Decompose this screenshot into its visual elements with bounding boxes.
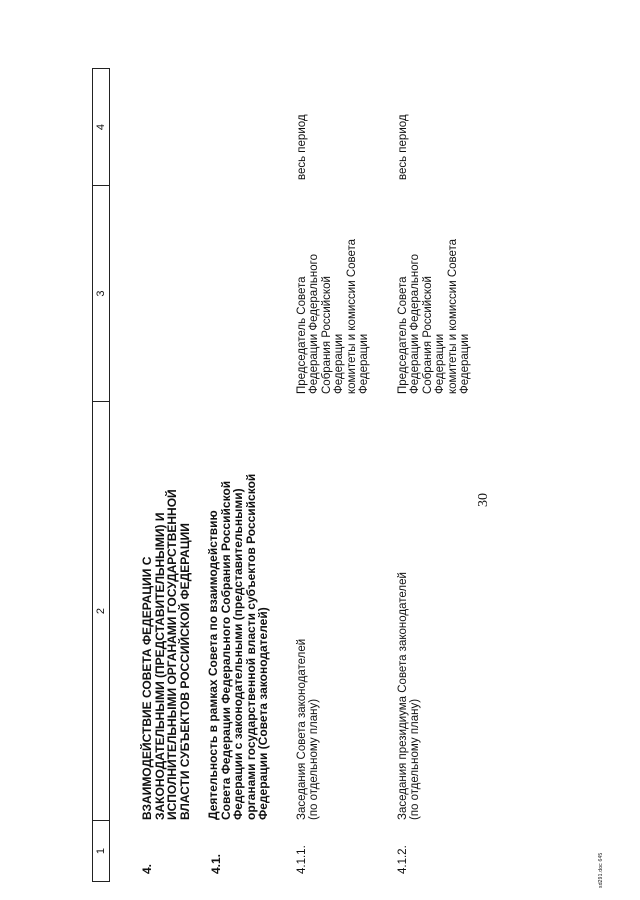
row-number: 4.1.2. xyxy=(397,845,409,874)
column-header-1: 1 xyxy=(92,820,110,882)
responsible-party: Председатель Совета Федерации Федерального Собрания Российской Федерации комитеты и комиссии Совета Федерации xyxy=(397,238,472,394)
page-number: 30 xyxy=(476,493,491,507)
section-title: ВЗАИМОДЕЙСТВИЕ СОВЕТА ФЕДЕРАЦИИ С ЗАКОНОДАТЕЛЬНЫМИ (ПРЕДСТАВИТЕЛЬНЫМИ) И ИСПОЛНИТЕЛЬНЫМИ ОРГАНАМИ ГОСУДАРСТВЕННОЙ ВЛАСТИ СУБЪЕКТОВ РОССИЙСКОЙ ФЕДЕРАЦИИ xyxy=(140,489,192,820)
row-number: 4.1. xyxy=(209,853,223,874)
subsection-title: Деятельность в рамках Совета по взаимодействию Совета Федерации Федерального Собрания Российской Федерации с законодательными (представительными) органами государственной власти субъектов Российской Федерации (Совета законодателей) xyxy=(206,473,271,820)
column-header-3: 3 xyxy=(92,185,110,402)
row-number: 4.1.1. xyxy=(296,845,308,874)
responsible-party: Председатель Совета Федерации Федерального Собрания Российской Федерации комитеты и комиссии Совета Федерации xyxy=(296,238,371,394)
column-header-4: 4 xyxy=(92,68,110,186)
event-description: Заседания президиума Совета законодателей (по отдельному плану) xyxy=(397,572,422,820)
period: весь период xyxy=(397,114,409,180)
row-number: 4. xyxy=(140,863,154,874)
period: весь период xyxy=(296,114,308,180)
column-header-2: 2 xyxy=(92,401,110,821)
footer-file-code: sd291.doc 645 xyxy=(598,852,604,888)
event-description: Заседания Совета законодателей (по отдельному плану) xyxy=(296,638,321,820)
